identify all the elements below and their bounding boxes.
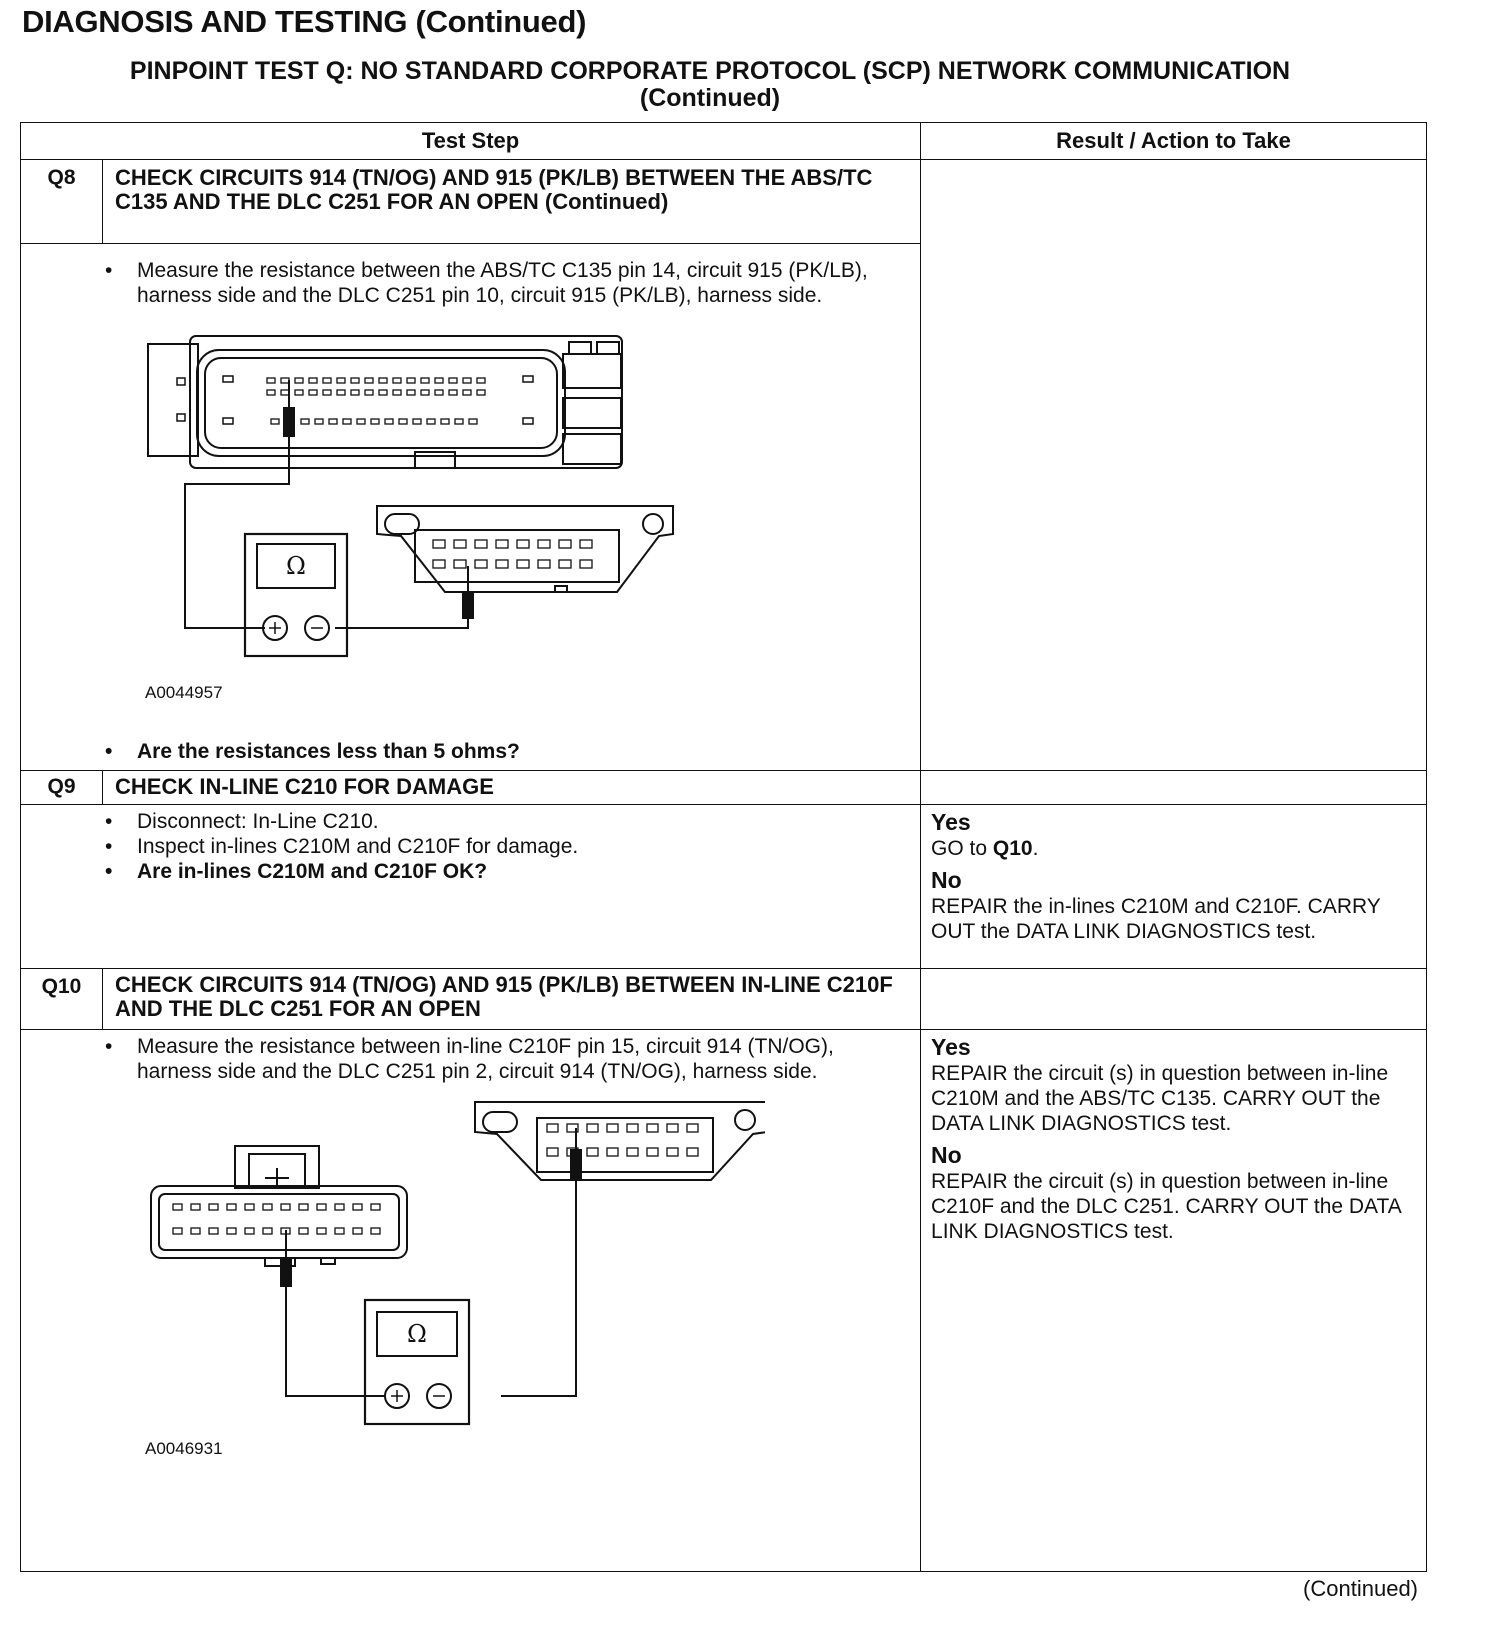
step-body-q9 — [21, 805, 921, 969]
abs-tc-c135-connector — [148, 336, 622, 468]
header-test-step: Test Step — [21, 123, 921, 160]
header-result-action: Result / Action to Take — [921, 123, 1427, 160]
pinpoint-test-table — [20, 122, 1427, 1572]
step-id-q8: Q8 — [21, 160, 103, 244]
q9-yes-target: Q10 — [992, 837, 1033, 860]
q8-probe-dlc — [463, 594, 473, 618]
q10-ohmmeter — [365, 1300, 469, 1424]
step-body-q10 — [21, 1030, 921, 1572]
pinpoint-test-title-line1: PINPOINT TEST Q: NO STANDARD CORPORATE PROTOCOL (SCP) NETWORK COMMUNICATION — [129, 57, 1291, 85]
q8-probe-c135 — [284, 408, 294, 436]
step-row-q8-title — [21, 160, 1427, 244]
q8-question: • Are the resistances less than 5 ohms? — [105, 739, 900, 764]
page-title: DIAGNOSIS AND TESTING (Continued) — [22, 4, 587, 39]
q10-probe-dlc — [571, 1150, 581, 1178]
q10-yes-action: REPAIR the circuit (s) in question between in-line C210M and the ABS/TC C135. CARRY OUT the DATA LINK DIAGNOSTICS test. — [931, 1062, 1389, 1135]
inline-c210f-connector — [151, 1146, 407, 1266]
result-cell-q9-title — [921, 771, 1427, 805]
result-cell-q10 — [921, 1030, 1427, 1572]
q9-yes-label: Yes — [931, 809, 971, 835]
step-title-q10: CHECK CIRCUITS 914 (TN/OG) AND 915 (PK/LB) BETWEEN IN-LINE C210F AND THE DLC C251 FOR AN OPEN — [103, 969, 921, 1030]
step-row-q9-body — [21, 805, 1427, 969]
q10-no-action: REPAIR the circuit (s) in question between in-line C210F and the DLC C251. CARRY OUT the DATA LINK DIAGNOSTICS test. — [931, 1170, 1401, 1243]
q9-no-action: REPAIR the in-lines C210M and C210F. CARRY OUT the DATA LINK DIAGNOSTICS test. — [931, 895, 1381, 943]
q10-bullet-measure: • Measure the resistance between in-line C210F pin 15, circuit 914 (TN/OG), harness side and the DLC C251 pin 2, circuit 914 (TN/OG), harness side. — [105, 1034, 900, 1084]
result-cell-q8 — [921, 160, 1427, 771]
q9-yes-action: GO to Q10. — [931, 837, 1039, 860]
dlc-c251-connector — [377, 506, 673, 592]
step-row-q10-title — [21, 969, 1427, 1030]
result-cell-q9 — [921, 805, 1427, 969]
q8-wiring-diagram — [145, 334, 745, 674]
q9-bullet-inspect: • Inspect in-lines C210M and C210F for damage. — [105, 834, 900, 859]
q10-wiring-diagram — [145, 1088, 765, 1448]
continued-footer: (Continued) — [1303, 1576, 1418, 1601]
q8-bullet-measure: • Measure the resistance between the ABS/TC C135 pin 14, circuit 915 (PK/LB), harness side and the DLC C251 pin 10, circuit 915 (PK/LB), harness side. — [105, 258, 900, 308]
step-title-q9: CHECK IN-LINE C210 FOR DAMAGE — [103, 771, 921, 805]
q10-probe-c210f — [281, 1260, 291, 1286]
step-id-q9: Q9 — [21, 771, 103, 805]
q10-ohm-symbol: Ω — [407, 1320, 427, 1348]
q8-figure-code: A0044957 — [145, 683, 223, 702]
step-id-q10: Q10 — [21, 969, 103, 1030]
q9-no-label: No — [931, 867, 962, 893]
q10-yes-label: Yes — [931, 1034, 971, 1060]
table-header-row — [21, 123, 1427, 160]
step-row-q10-body — [21, 1030, 1427, 1572]
q10-figure-code: A0046931 — [145, 1439, 223, 1458]
step-row-q9-title — [21, 771, 1427, 805]
step-title-q8: CHECK CIRCUITS 914 (TN/OG) AND 915 (PK/LB) BETWEEN THE ABS/TC C135 AND THE DLC C251 FOR AN OPEN (Continued) — [103, 160, 921, 244]
step-body-q8 — [21, 244, 921, 771]
q8-ohm-symbol: Ω — [286, 552, 306, 580]
pinpoint-test-title — [20, 58, 1400, 112]
q10-no-label: No — [931, 1142, 962, 1168]
result-cell-q10-title — [921, 969, 1427, 1030]
q10-dlc-c251-connector — [475, 1102, 765, 1180]
q9-question: • Are in-lines C210M and C210F OK? — [105, 859, 900, 884]
q9-bullet-disconnect: • Disconnect: In-Line C210. — [105, 809, 900, 834]
pinpoint-test-title-line2: (Continued) — [639, 84, 781, 112]
